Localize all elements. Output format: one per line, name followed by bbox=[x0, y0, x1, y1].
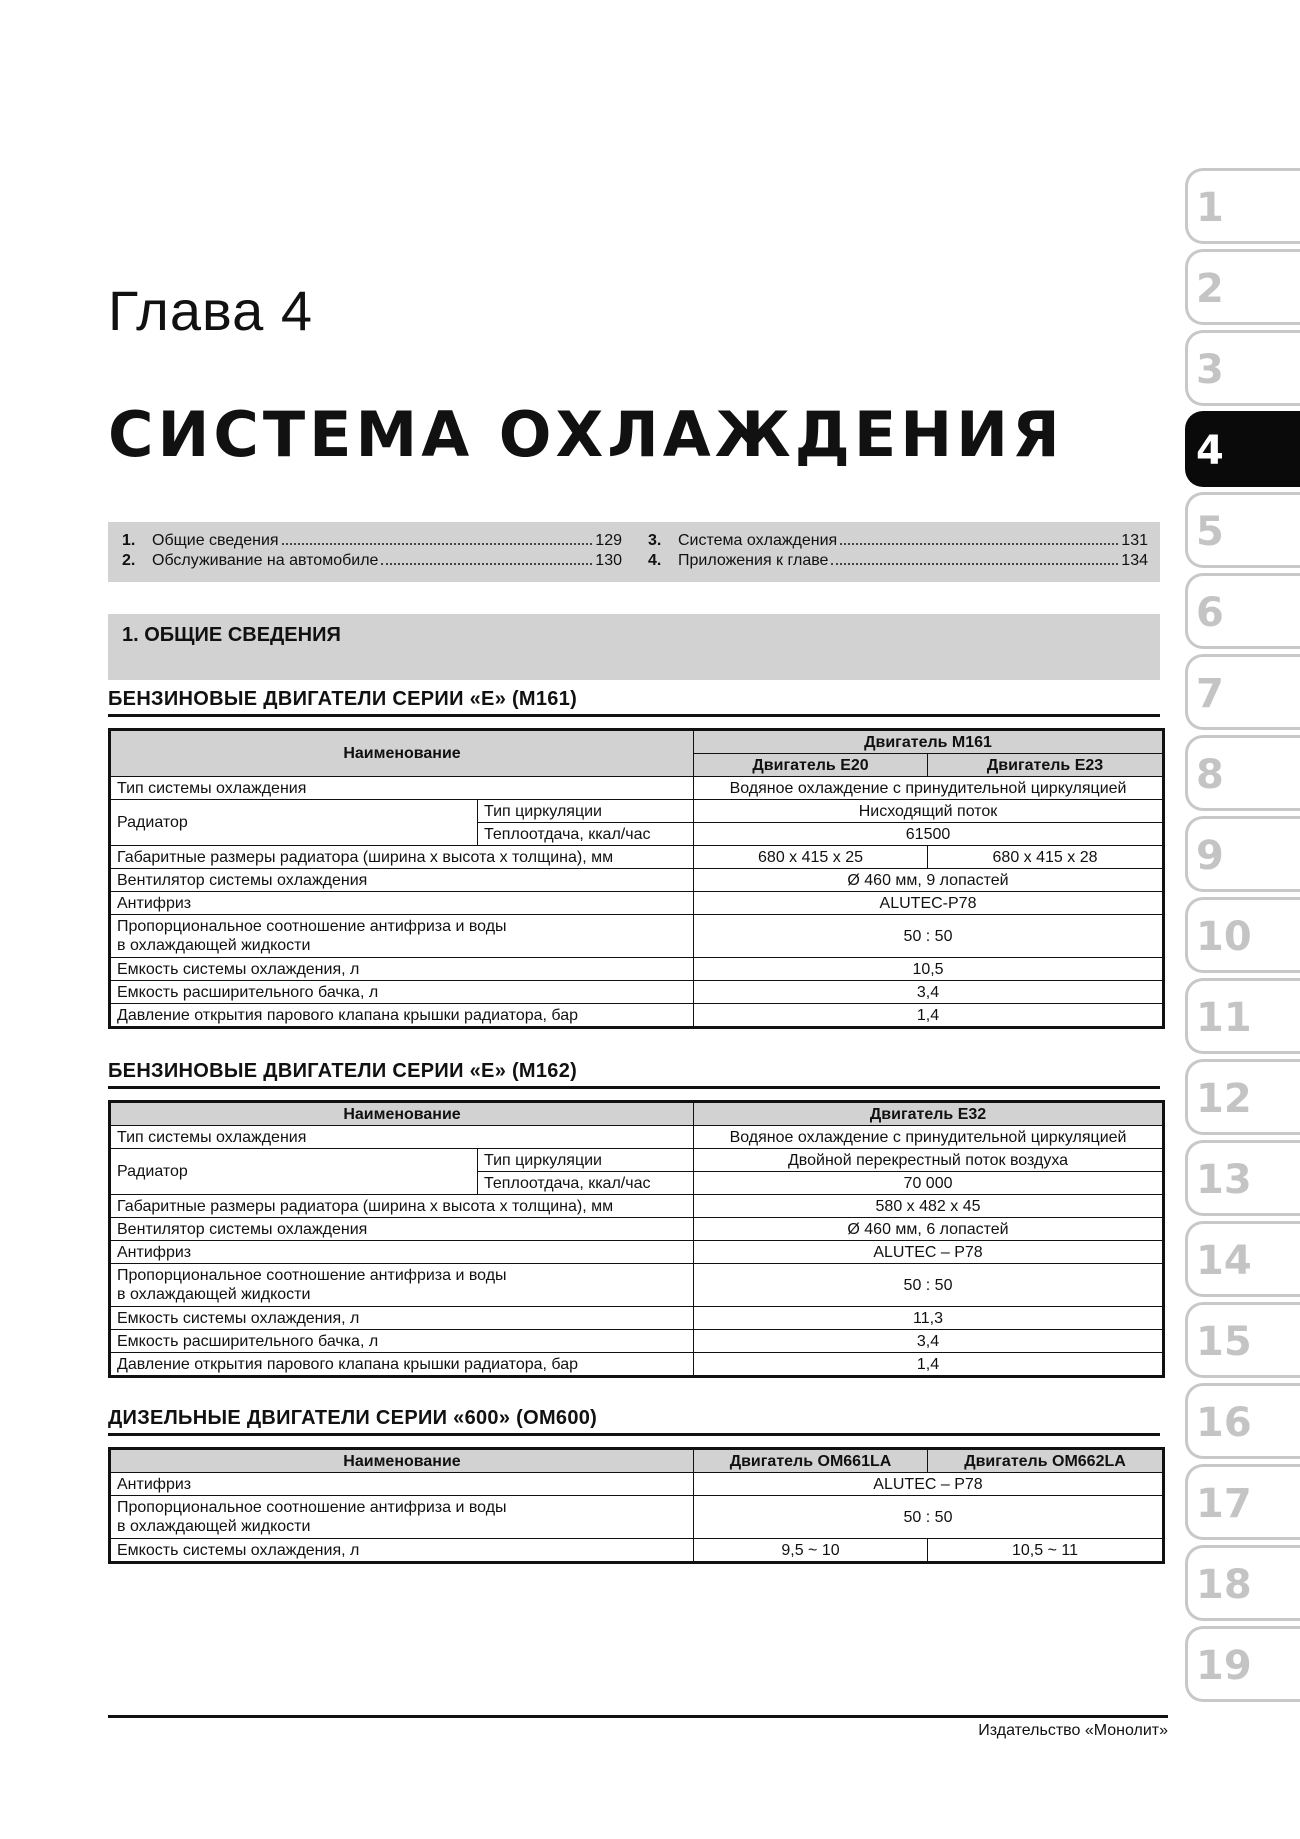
chapter-tab-18[interactable]: 18 bbox=[1185, 1545, 1300, 1621]
table-cell: Емкость системы охлаждения, л bbox=[110, 1307, 694, 1330]
table-row bbox=[110, 1473, 1164, 1496]
publisher-credit: Издательство «Монолит» bbox=[978, 1722, 1168, 1739]
chapter-tab-15[interactable]: 15 bbox=[1185, 1302, 1300, 1378]
chapter-tab-7[interactable]: 7 bbox=[1185, 654, 1300, 730]
table-row bbox=[110, 1539, 1164, 1563]
table-row bbox=[110, 1353, 1164, 1377]
table-cell: Антифриз bbox=[110, 892, 694, 915]
chapter-tab-3[interactable]: 3 bbox=[1185, 330, 1300, 406]
chapter-tab-10[interactable]: 10 bbox=[1185, 897, 1300, 973]
table-cell: 680 х 415 х 28 bbox=[928, 846, 1164, 869]
table-cell: 50 : 50 bbox=[694, 1496, 1164, 1539]
table-row bbox=[110, 1126, 1164, 1149]
table-cell: Ø 460 мм, 6 лопастей bbox=[694, 1218, 1164, 1241]
table-cell: Габаритные размеры радиатора (ширина х высота х толщина), мм bbox=[110, 1195, 694, 1218]
table-cell: Водяное охлаждение с принудительной циркуляцией bbox=[694, 1126, 1164, 1149]
toc-item[interactable]: 1. Общие сведения 129 bbox=[122, 532, 622, 549]
chapter-tab-9[interactable]: 9 bbox=[1185, 816, 1300, 892]
table-cell: 3,4 bbox=[694, 1330, 1164, 1353]
table-cell: 580 х 482 х 45 bbox=[694, 1195, 1164, 1218]
table-cell: 1,4 bbox=[694, 1004, 1164, 1028]
table-row bbox=[110, 1195, 1164, 1218]
spec-table-m161 bbox=[108, 728, 1165, 1029]
table-row bbox=[110, 958, 1164, 981]
chapter-tab-6[interactable]: 6 bbox=[1185, 573, 1300, 649]
table-cell: Емкость системы охлаждения, л bbox=[110, 1539, 694, 1563]
table-row bbox=[110, 1218, 1164, 1241]
toc-item[interactable]: 2. Обслуживание на автомобиле 130 bbox=[122, 552, 622, 569]
table-row bbox=[110, 981, 1164, 1004]
chapter-title: СИСТЕМА ОХЛАЖДЕНИЯ bbox=[108, 398, 1064, 471]
table-cell: Теплоотдача, ккал/час bbox=[478, 823, 694, 846]
table-row bbox=[110, 1449, 1164, 1473]
table-heading: ДИЗЕЛЬНЫЕ ДВИГАТЕЛИ СЕРИИ «600» (ОМ600) bbox=[108, 1407, 1160, 1436]
table-cell: ALUTEC – P78 bbox=[694, 1473, 1164, 1496]
table-cell: Давление открытия парового клапана крышки радиатора, бар bbox=[110, 1353, 694, 1377]
table-row bbox=[110, 730, 1164, 754]
chapter-label: Глава 4 bbox=[108, 279, 313, 342]
header-cell: Наименование bbox=[110, 1449, 694, 1473]
table-cell: Пропорциональное соотношение антифриза и воды в охлаждающей жидкости bbox=[110, 1496, 694, 1539]
table-cell: Емкость расширительного бачка, л bbox=[110, 1330, 694, 1353]
table-row bbox=[110, 800, 1164, 823]
header-cell: Двигатель ОМ662LA bbox=[928, 1449, 1164, 1473]
chapter-tab-2[interactable]: 2 bbox=[1185, 249, 1300, 325]
chapter-tab-16[interactable]: 16 bbox=[1185, 1383, 1300, 1459]
table-cell: Пропорциональное соотношение антифриза и воды в охлаждающей жидкости bbox=[110, 915, 694, 958]
table-cell: Давление открытия парового клапана крышки радиатора, бар bbox=[110, 1004, 694, 1028]
table-cell: 11,3 bbox=[694, 1307, 1164, 1330]
chapter-tab-13[interactable]: 13 bbox=[1185, 1140, 1300, 1216]
table-cell: Двойной перекрестный поток воздуха bbox=[694, 1149, 1164, 1172]
footer-divider bbox=[108, 1715, 1168, 1718]
table-cell: ALUTEC-P78 bbox=[694, 892, 1164, 915]
header-cell: Двигатель ОМ661LA bbox=[694, 1449, 928, 1473]
table-cell: Антифриз bbox=[110, 1473, 694, 1496]
table-row bbox=[110, 1241, 1164, 1264]
table-cell: Пропорциональное соотношение антифриза и воды в охлаждающей жидкости bbox=[110, 1264, 694, 1307]
chapter-tab-5[interactable]: 5 bbox=[1185, 492, 1300, 568]
table-cell: Емкость расширительного бачка, л bbox=[110, 981, 694, 1004]
table-cell: Емкость системы охлаждения, л bbox=[110, 958, 694, 981]
table-cell: Радиатор bbox=[110, 1149, 478, 1195]
table-cell: Нисходящий поток bbox=[694, 800, 1164, 823]
header-cell: Наименование bbox=[110, 1102, 694, 1126]
table-cell: 680 х 415 х 25 bbox=[694, 846, 928, 869]
section-header bbox=[108, 614, 1160, 680]
table-row bbox=[110, 1496, 1164, 1539]
table-cell: 3,4 bbox=[694, 981, 1164, 1004]
table-cell: Радиатор bbox=[110, 800, 478, 846]
table-row bbox=[110, 892, 1164, 915]
table-cell: Теплоотдача, ккал/час bbox=[478, 1172, 694, 1195]
table-cell: Габаритные размеры радиатора (ширина х высота х толщина), мм bbox=[110, 846, 694, 869]
table-cell: Тип системы охлаждения bbox=[110, 777, 694, 800]
section-title: 1. ОБЩИЕ СВЕДЕНИЯ bbox=[122, 624, 341, 646]
table-cell: Тип системы охлаждения bbox=[110, 1126, 694, 1149]
table-cell: Тип циркуляции bbox=[478, 800, 694, 823]
table-cell: Ø 460 мм, 9 лопастей bbox=[694, 869, 1164, 892]
chapter-tab-19[interactable]: 19 bbox=[1185, 1626, 1300, 1702]
header-cell: Двигатель М161 bbox=[694, 730, 1164, 754]
table-cell: ALUTEC – P78 bbox=[694, 1241, 1164, 1264]
table-row bbox=[110, 1330, 1164, 1353]
table-cell: 10,5 ~ 11 bbox=[928, 1539, 1164, 1563]
chapter-tab-14[interactable]: 14 bbox=[1185, 1221, 1300, 1297]
toc-item[interactable]: 4. Приложения к главе 134 bbox=[648, 552, 1148, 569]
chapter-tab-11[interactable]: 11 bbox=[1185, 978, 1300, 1054]
header-cell: Наименование bbox=[110, 730, 694, 777]
table-cell: Тип циркуляции bbox=[478, 1149, 694, 1172]
spec-table-m162 bbox=[108, 1100, 1165, 1378]
chapter-tab-8[interactable]: 8 bbox=[1185, 735, 1300, 811]
table-heading: БЕНЗИНОВЫЕ ДВИГАТЕЛИ СЕРИИ «Е» (М161) bbox=[108, 688, 1160, 717]
table-heading: БЕНЗИНОВЫЕ ДВИГАТЕЛИ СЕРИИ «Е» (М162) bbox=[108, 1060, 1160, 1089]
table-cell: 70 000 bbox=[694, 1172, 1164, 1195]
table-row bbox=[110, 1004, 1164, 1028]
table-row bbox=[110, 1102, 1164, 1126]
chapter-tab-4[interactable]: 4 bbox=[1185, 411, 1300, 487]
table-cell: 61500 bbox=[694, 823, 1164, 846]
table-cell: Антифриз bbox=[110, 1241, 694, 1264]
table-row bbox=[110, 915, 1164, 958]
table-cell: 9,5 ~ 10 bbox=[694, 1539, 928, 1563]
table-row bbox=[110, 1307, 1164, 1330]
table-cell: 1,4 bbox=[694, 1353, 1164, 1377]
table-row bbox=[110, 846, 1164, 869]
table-of-contents bbox=[108, 522, 1160, 582]
table-row bbox=[110, 869, 1164, 892]
header-cell: Двигатель Е32 bbox=[694, 1102, 1164, 1126]
spec-table-om600 bbox=[108, 1447, 1165, 1564]
chapter-tab-17[interactable]: 17 bbox=[1185, 1464, 1300, 1540]
table-row bbox=[110, 1149, 1164, 1172]
table-cell: Водяное охлаждение с принудительной циркуляцией bbox=[694, 777, 1164, 800]
toc-item[interactable]: 3. Система охлаждения 131 bbox=[648, 532, 1148, 549]
table-cell: 50 : 50 bbox=[694, 915, 1164, 958]
chapter-tab-1[interactable]: 1 bbox=[1185, 168, 1300, 244]
table-cell: 50 : 50 bbox=[694, 1264, 1164, 1307]
table-cell: 10,5 bbox=[694, 958, 1164, 981]
table-cell: Вентилятор системы охлаждения bbox=[110, 1218, 694, 1241]
chapter-tab-12[interactable]: 12 bbox=[1185, 1059, 1300, 1135]
table-cell: Вентилятор системы охлаждения bbox=[110, 869, 694, 892]
table-row bbox=[110, 1264, 1164, 1307]
header-cell: Двигатель Е20 bbox=[694, 754, 928, 777]
header-cell: Двигатель Е23 bbox=[928, 754, 1164, 777]
table-row bbox=[110, 777, 1164, 800]
